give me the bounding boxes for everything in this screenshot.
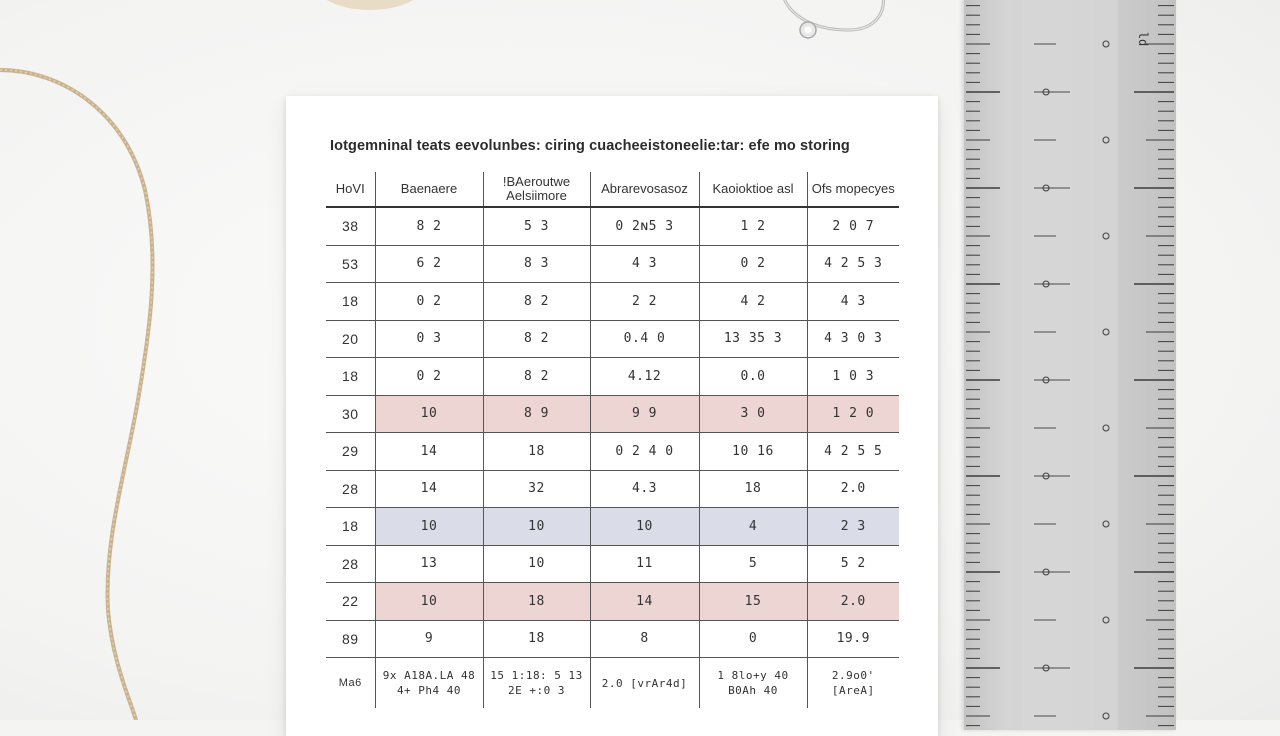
- value-cell: 10: [375, 395, 483, 433]
- value-cell: 8 2: [483, 358, 590, 396]
- value-cell: 2 0 7: [807, 207, 899, 245]
- table-row: [326, 545, 899, 583]
- value-cell: 9 9: [590, 395, 699, 433]
- value-cell: 18: [699, 470, 807, 508]
- value-cell: 10 16: [699, 433, 807, 471]
- size-cell: 29: [326, 433, 375, 471]
- size-table: [326, 172, 899, 708]
- size-cell: 28: [326, 545, 375, 583]
- size-cell: 28: [326, 470, 375, 508]
- value-cell: 8 2: [483, 320, 590, 358]
- value-cell: 15: [699, 583, 807, 621]
- chart-title: Iotgemninal teats eevolunbes: ciring cuacheeistoneelie:tar: efe mo storing: [330, 138, 850, 154]
- table-footer-row: [326, 658, 899, 709]
- value-cell: 4 3 0 3: [807, 320, 899, 358]
- column-header: !BAeroutwe Aelsiimore: [483, 172, 590, 207]
- table-row: [326, 508, 899, 546]
- ring-size-chart-sheet: [286, 96, 938, 736]
- value-cell: 32: [483, 470, 590, 508]
- value-cell: 2.0: [807, 470, 899, 508]
- value-cell: 1 2 0: [807, 395, 899, 433]
- value-cell: 10: [483, 508, 590, 546]
- value-cell: 6 2: [375, 245, 483, 283]
- column-header: Ofs mopecyes: [807, 172, 899, 207]
- value-cell: 5 2: [807, 545, 899, 583]
- footer-cell: Ma6: [326, 658, 375, 709]
- value-cell: 0.0: [699, 358, 807, 396]
- ruler-label: ld: [1136, 31, 1151, 47]
- value-cell: 14: [375, 433, 483, 471]
- size-cell: 89: [326, 620, 375, 658]
- value-cell: 8 3: [483, 245, 590, 283]
- size-cell: 18: [326, 283, 375, 321]
- value-cell: 0 3: [375, 320, 483, 358]
- value-cell: 10: [375, 583, 483, 621]
- column-header: Abrarevosasoz: [590, 172, 699, 207]
- value-cell: 4 3: [590, 245, 699, 283]
- size-cell: 38: [326, 207, 375, 245]
- value-cell: 0 2: [375, 283, 483, 321]
- footer-cell: 9x A18A.LA 48 4+ Ph4 40: [375, 658, 483, 709]
- twine-cord: [0, 0, 200, 720]
- value-cell: 4.12: [590, 358, 699, 396]
- value-cell: 13: [375, 545, 483, 583]
- value-cell: 2 2: [590, 283, 699, 321]
- value-cell: 18: [483, 620, 590, 658]
- table-row: [326, 207, 899, 245]
- footer-cell: 1 8lo+y 40 B0Ah 40: [699, 658, 807, 709]
- table-header-row: [326, 172, 899, 207]
- value-cell: 0 2: [375, 358, 483, 396]
- size-cell: 53: [326, 245, 375, 283]
- footer-cell: 2.0 [vrAr4d]: [590, 658, 699, 709]
- table-row: [326, 433, 899, 471]
- ruler: [964, 0, 1176, 730]
- table-row: [326, 358, 899, 396]
- value-cell: 0: [699, 620, 807, 658]
- value-cell: 4.3: [590, 470, 699, 508]
- value-cell: 8 9: [483, 395, 590, 433]
- value-cell: 3 0: [699, 395, 807, 433]
- size-cell: 30: [326, 395, 375, 433]
- value-cell: 10: [483, 545, 590, 583]
- value-cell: 1 2: [699, 207, 807, 245]
- value-cell: 13 35 3: [699, 320, 807, 358]
- table-row: [326, 583, 899, 621]
- value-cell: 2 3: [807, 508, 899, 546]
- value-cell: 8: [590, 620, 699, 658]
- value-cell: 18: [483, 583, 590, 621]
- value-cell: 8 2: [375, 207, 483, 245]
- table-row: [326, 620, 899, 658]
- size-cell: 18: [326, 508, 375, 546]
- value-cell: 4 3: [807, 283, 899, 321]
- size-cell: 22: [326, 583, 375, 621]
- value-cell: 4 2 5 5: [807, 433, 899, 471]
- value-cell: 10: [375, 508, 483, 546]
- size-cell: 20: [326, 320, 375, 358]
- value-cell: 5: [699, 545, 807, 583]
- table-row: [326, 470, 899, 508]
- value-cell: 8 2: [483, 283, 590, 321]
- column-header: Baenaere: [375, 172, 483, 207]
- value-cell: 11: [590, 545, 699, 583]
- value-cell: 0.4 0: [590, 320, 699, 358]
- value-cell: 2.0: [807, 583, 899, 621]
- value-cell: 19.9: [807, 620, 899, 658]
- footer-cell: 2.9o0' [AreA]: [831, 669, 875, 697]
- table-row: [326, 320, 899, 358]
- value-cell: 0 2ɴ5 3: [590, 207, 699, 245]
- value-cell: 14: [590, 583, 699, 621]
- column-header: HoVI: [326, 172, 375, 207]
- value-cell: 4 2 5 3: [807, 245, 899, 283]
- table-row: [326, 283, 899, 321]
- table-row: [326, 395, 899, 433]
- value-cell: 18: [483, 433, 590, 471]
- value-cell: 9: [375, 620, 483, 658]
- size-cell: 18: [326, 358, 375, 396]
- value-cell: 4: [699, 508, 807, 546]
- twine-ball: [300, 0, 440, 16]
- table-row: [326, 245, 899, 283]
- value-cell: 4 2: [699, 283, 807, 321]
- value-cell: 14: [375, 470, 483, 508]
- value-cell: 1 0 3: [807, 358, 899, 396]
- diamond-ring: [770, 0, 900, 50]
- ruler-ticks: [964, 0, 1176, 730]
- value-cell: 10: [590, 508, 699, 546]
- value-cell: 0 2: [699, 245, 807, 283]
- value-cell: 5 3: [483, 207, 590, 245]
- footer-cell: 15 1:18: 5 13 2E +:0 3: [483, 658, 590, 709]
- value-cell: 0 2 4 0: [590, 433, 699, 471]
- column-header: Kaoioktioe asl: [699, 172, 807, 207]
